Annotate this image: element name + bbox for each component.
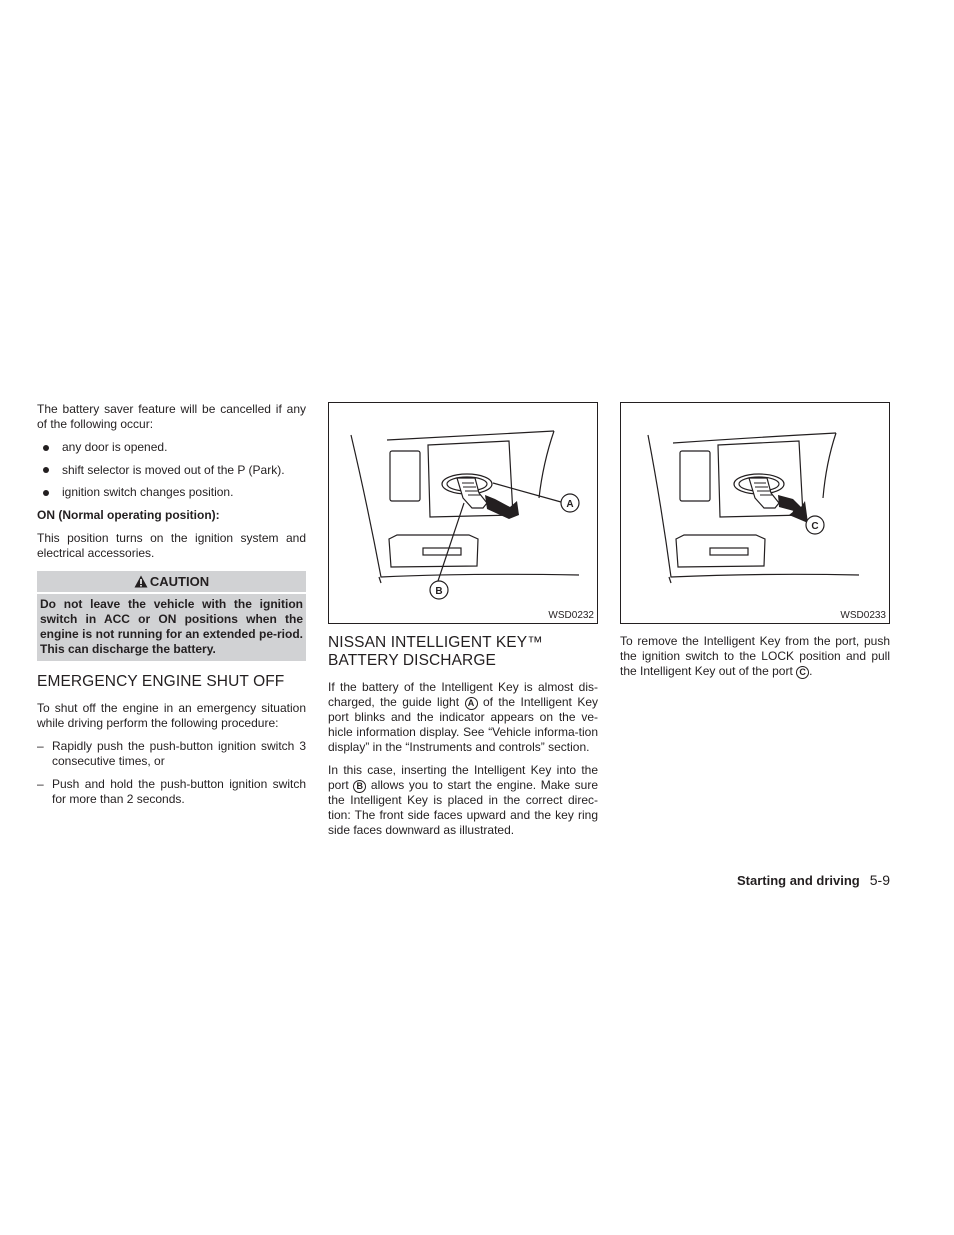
list-item: ignition switch changes position.	[37, 485, 306, 500]
callout-b: B	[435, 586, 443, 597]
heading-line-1: NISSAN INTELLIGENT KEY™	[328, 634, 543, 651]
emergency-intro: To shut off the engine in an emergency situation while driving perform the following procedure:	[37, 701, 306, 730]
emergency-shutoff-heading: EMERGENCY ENGINE SHUT OFF	[37, 673, 285, 690]
middle-column	[328, 402, 598, 846]
battery-saver-intro: The battery saver feature will be cancelled if any of the following occur:	[37, 402, 306, 431]
figure-id: WSD0233	[840, 610, 886, 621]
callout-c: C	[811, 521, 819, 532]
list-item: – Push and hold the push-button ignition switch for more than 2 seconds.	[37, 777, 306, 807]
key-port-drawing	[329, 403, 599, 625]
text-run: .	[809, 664, 813, 678]
section-title: Starting and driving	[736, 873, 860, 888]
intelligent-key-heading	[328, 634, 598, 670]
key-remove-illustration	[620, 402, 890, 624]
callout-ref-b: B	[353, 780, 366, 793]
callout-a: A	[566, 499, 574, 510]
key-insert-illustration	[328, 402, 598, 624]
callout-ref-a: A	[465, 697, 478, 710]
text-run: allows you to start the engine. Make sure the Intelligent Key is placed in the correct direc-tion: The front side faces upward and the key ring side faces downward as illustrated.	[328, 778, 598, 837]
battery-discharge-text	[328, 680, 598, 755]
text-run: In this case, inserting the Intelligent Key into the port	[328, 763, 598, 792]
figure-id: WSD0232	[548, 610, 594, 621]
on-position-heading: ON (Normal operating position):	[37, 508, 220, 522]
list-item: shift selector is moved out of the P (Park).	[37, 463, 306, 478]
key-port-drawing	[621, 403, 891, 625]
page-footer	[737, 872, 890, 888]
right-column	[620, 402, 890, 687]
page-number: 5-9	[869, 872, 890, 888]
list-item: – Rapidly push the push-button ignition switch 3 consecutive times, or	[37, 739, 306, 769]
callout-ref-c: C	[796, 666, 809, 679]
remove-key-text	[620, 634, 890, 679]
text-run: To remove the Intelligent Key from the port, push the ignition switch to the LOCK position and pull the Intelligent Key out of the port	[620, 634, 890, 678]
caution-title-text: CAUTION	[149, 574, 210, 589]
left-column	[37, 402, 306, 815]
caution-box	[37, 571, 306, 661]
text-run: of the Intelligent Key port blinks and the indicator appears on the ve-hicle information display. See “Vehicle informa-tion display” in the “Instruments and controls” section.	[328, 695, 599, 754]
text-run: If the battery of the Intelligent Key is almost dis-charged, the guide light	[328, 680, 598, 709]
warning-triangle-icon	[134, 575, 148, 588]
insert-key-text	[328, 763, 598, 838]
heading-line-2: BATTERY DISCHARGE	[328, 652, 496, 669]
caution-body: Do not leave the vehicle with the ignition switch in ACC or ON positions when the engine is not running for an extended pe-riod. This can discharge the battery.	[40, 597, 303, 656]
on-position-text: This position turns on the ignition system and electrical accessories.	[37, 531, 306, 560]
caution-title	[37, 571, 306, 594]
emergency-steps-list	[37, 739, 306, 807]
cancel-conditions-list	[37, 440, 306, 500]
list-item: any door is opened.	[37, 440, 306, 455]
